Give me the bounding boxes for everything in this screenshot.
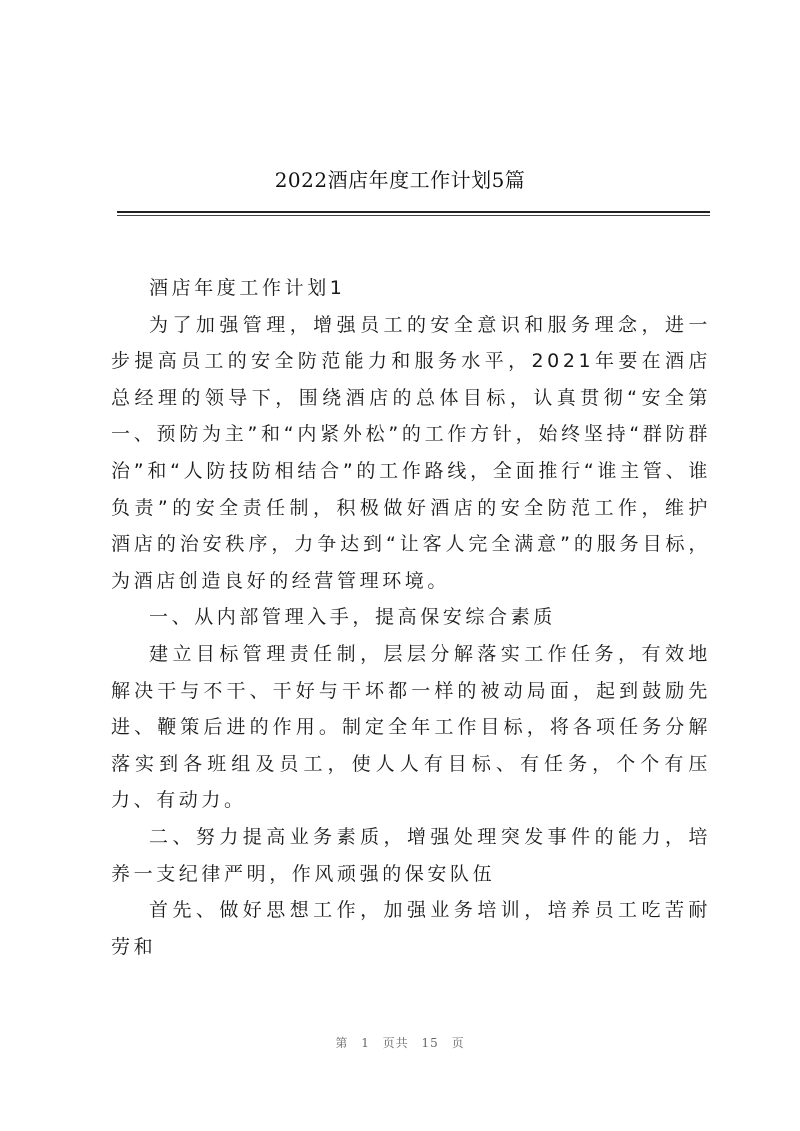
body-paragraph: 首先、做好思想工作，加强业务培训，培养员工吃苦耐劳和 (111, 899, 711, 958)
title-divider (117, 211, 710, 213)
page-title: 2022酒店年度工作计划5篇 (274, 168, 526, 192)
footer-middle: 页共 (382, 1036, 409, 1050)
footer-prefix: 第 (335, 1036, 349, 1050)
body-paragraph: 建立目标管理责任制，层层分解落实工作任务，有效地解决干与不干、干好与干坏都一样的被动局面，起到鼓励先进、鞭策后进的作用。制定全年工作目标，将各项任务分解落实到各班组及员工，使人人有目标、有任务，个个有压力、有动力。 (111, 642, 711, 812)
footer-current-page: 1 (361, 1036, 370, 1050)
subsection-heading: 二、努力提高业务素质，增强处理突发事件的能力，培养一支纪律严明，作风顽强的保安队伍 (111, 825, 711, 885)
section-heading: 酒店年度工作计划1 (149, 277, 346, 299)
document-body (111, 270, 711, 965)
footer-suffix: 页 (451, 1036, 465, 1050)
title-divider-thin (117, 215, 710, 216)
page-footer (0, 1034, 800, 1051)
footer-total-pages: 15 (421, 1036, 439, 1050)
subsection-heading: 一、从内部管理入手，提高保安综合素质 (149, 606, 556, 629)
body-paragraph: 为了加强管理，增强员工的安全意识和服务理念，进一步提高员工的安全防范能力和服务水平，2021年要在酒店总经理的领导下，围绕酒店的总体目标，认真贯彻“安全第一、预防为主”和“内紧外松”的工作方针，始终坚持“群防群治”和“人防技防相结合”的工作路线，全面推行“谁主管、谁负责”的安全责任制，积极做好酒店的安全防范工作，维护酒店的治安秩序，力争达到“让客人完全满意”的服务目标，为酒店创造良好的经营管理环境。 (111, 313, 711, 592)
